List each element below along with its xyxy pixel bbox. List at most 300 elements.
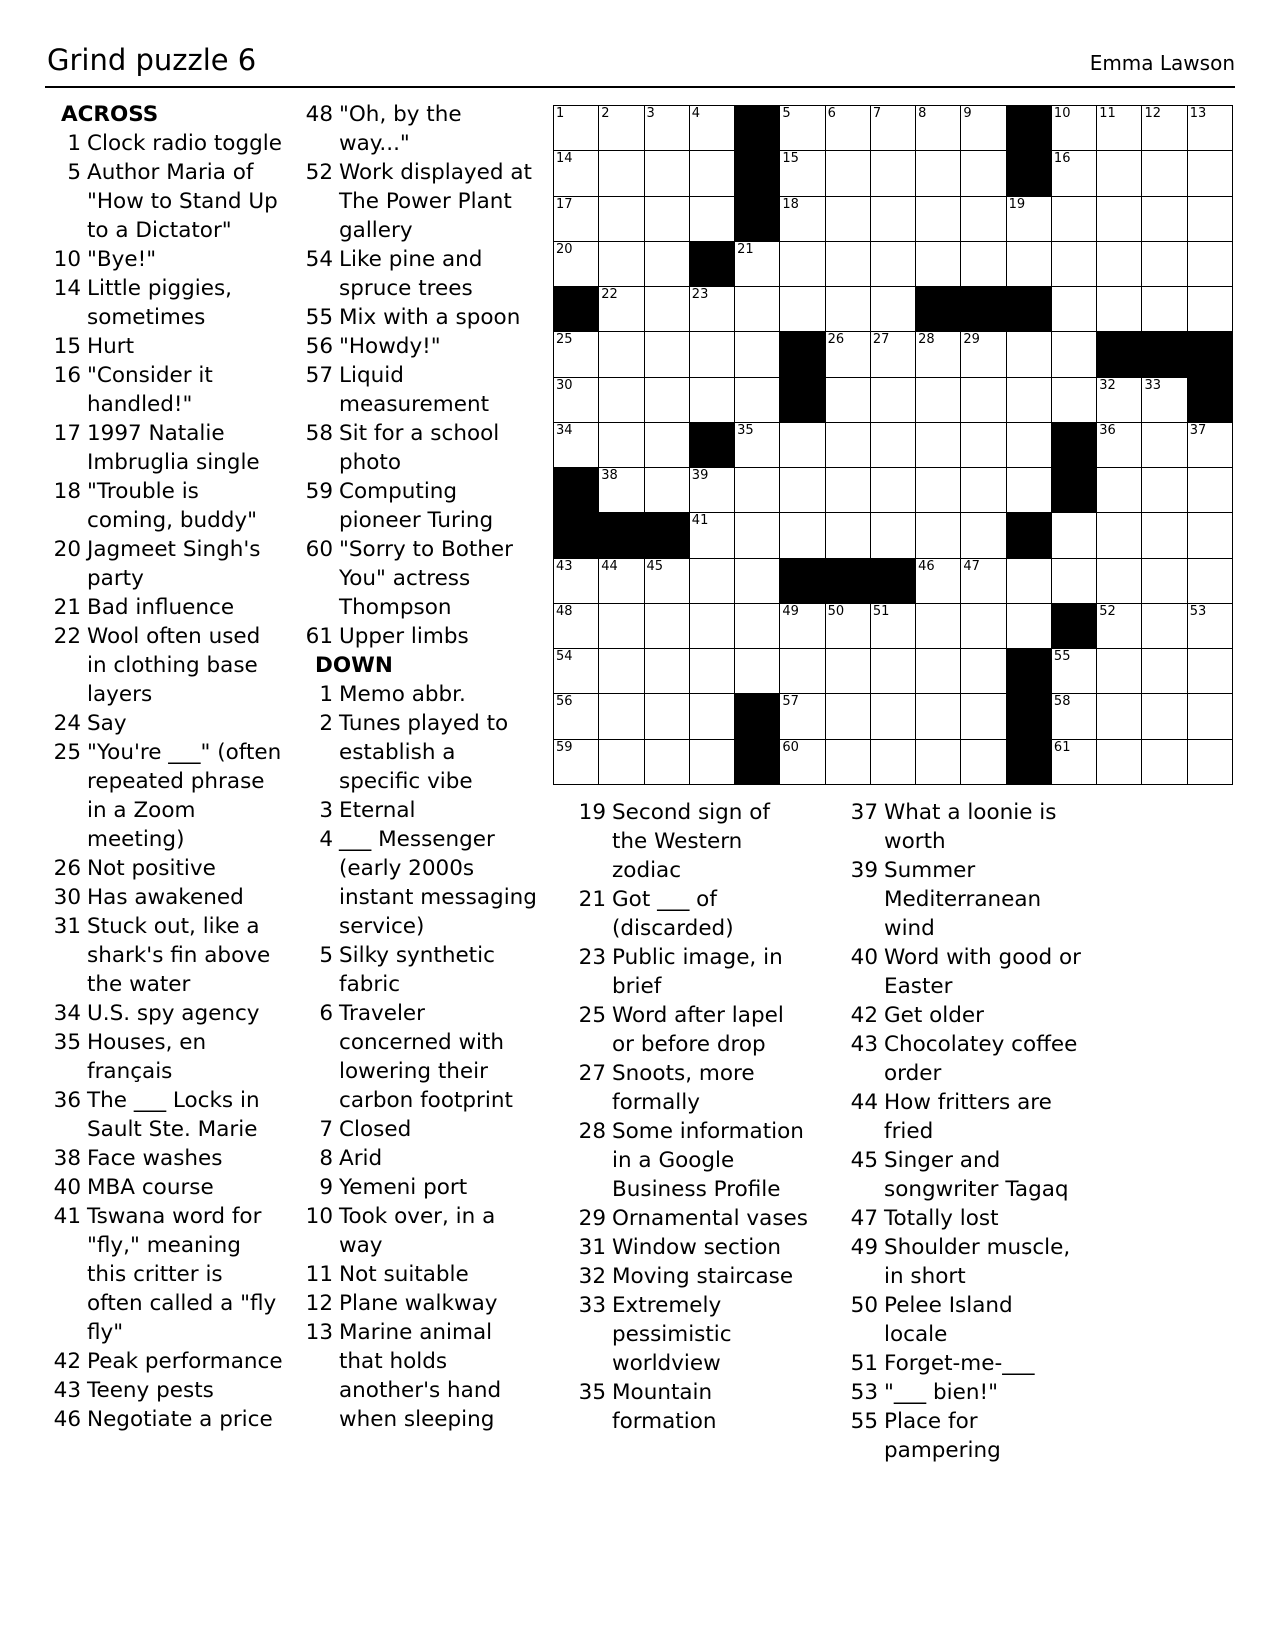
grid-cell[interactable]: [1188, 740, 1233, 785]
grid-cell[interactable]: [1007, 378, 1052, 423]
clue-number: 9: [319, 1175, 333, 1200]
grid-cell[interactable]: [1188, 468, 1233, 513]
grid-cell[interactable]: [826, 287, 871, 332]
down-clue[interactable]: [305, 1202, 537, 1260]
across-clue[interactable]: [53, 622, 285, 709]
down-clue[interactable]: [578, 1117, 810, 1204]
grid-cell[interactable]: [916, 694, 961, 739]
grid-cell[interactable]: [599, 287, 644, 332]
grid-cell[interactable]: [599, 649, 644, 694]
across-clue[interactable]: [305, 419, 537, 477]
down-clue[interactable]: [850, 1088, 1082, 1146]
grid-cell[interactable]: [1142, 694, 1187, 739]
clue-number: 16: [53, 363, 81, 388]
down-clue[interactable]: [305, 825, 537, 941]
grid-cell[interactable]: [690, 694, 735, 739]
grid-cell[interactable]: [916, 151, 961, 196]
grid-cell[interactable]: [554, 242, 599, 287]
cell-number: 20: [556, 241, 573, 257]
across-clue[interactable]: [53, 129, 285, 158]
across-clue[interactable]: [53, 477, 285, 535]
grid-cell[interactable]: [1052, 242, 1097, 287]
across-clue[interactable]: [53, 1173, 285, 1202]
clue-number: 18: [53, 479, 81, 504]
grid-cell[interactable]: [826, 378, 871, 423]
across-clue[interactable]: [53, 274, 285, 332]
grid-cell[interactable]: [1007, 332, 1052, 377]
cell-number: 9: [963, 106, 972, 121]
grid-cell[interactable]: [599, 242, 644, 287]
cell-number: 4: [691, 106, 701, 121]
grid-cell[interactable]: [871, 332, 916, 377]
clue-number: 21: [53, 595, 81, 620]
clue-text: Jagmeet Singh's party: [87, 537, 261, 591]
grid-cell[interactable]: [1052, 151, 1097, 196]
grid-cell[interactable]: [916, 468, 961, 513]
across-clue[interactable]: [53, 158, 285, 245]
grid-cell[interactable]: [1188, 423, 1233, 468]
down-clue[interactable]: [850, 798, 1082, 856]
down-clue[interactable]: [305, 1115, 537, 1144]
grid-cell[interactable]: [961, 694, 1006, 739]
grid-cell[interactable]: [599, 468, 644, 513]
grid-cell[interactable]: [645, 694, 690, 739]
across-clue[interactable]: [53, 1086, 285, 1144]
grid-cell[interactable]: [826, 423, 871, 468]
down-clue[interactable]: [850, 943, 1082, 1001]
grid-cell[interactable]: [1097, 468, 1142, 513]
grid-cell[interactable]: [1142, 559, 1187, 604]
grid-cell[interactable]: [1007, 468, 1052, 513]
across-clue[interactable]: [53, 593, 285, 622]
grid-cell[interactable]: [1142, 468, 1187, 513]
grid-cell[interactable]: [826, 604, 871, 649]
grid-cell[interactable]: [554, 559, 599, 604]
grid-cell[interactable]: [871, 378, 916, 423]
grid-cell[interactable]: [1188, 604, 1233, 649]
grid-cell[interactable]: [916, 649, 961, 694]
grid-cell[interactable]: [1097, 559, 1142, 604]
grid-cell[interactable]: [690, 604, 735, 649]
clue-number: 37: [850, 800, 878, 825]
grid-cell[interactable]: [1097, 694, 1142, 739]
grid-cell[interactable]: [961, 423, 1006, 468]
grid-cell[interactable]: [645, 242, 690, 287]
grid-cell[interactable]: [780, 649, 825, 694]
grid-cell[interactable]: [735, 513, 780, 558]
grid-cell[interactable]: [961, 378, 1006, 423]
down-clue[interactable]: [578, 885, 810, 943]
grid-cell[interactable]: [916, 423, 961, 468]
across-clue[interactable]: [53, 1144, 285, 1173]
grid-cell[interactable]: [961, 106, 1006, 151]
grid-cell[interactable]: [826, 242, 871, 287]
grid-cell[interactable]: [871, 649, 916, 694]
grid-cell[interactable]: [735, 423, 780, 468]
grid-cell[interactable]: [1188, 513, 1233, 558]
grid-cell[interactable]: [690, 559, 735, 604]
grid-cell[interactable]: [690, 649, 735, 694]
down-clue[interactable]: [305, 941, 537, 999]
grid-cell[interactable]: [1097, 242, 1142, 287]
grid-cell[interactable]: [554, 604, 599, 649]
grid-cell[interactable]: [554, 151, 599, 196]
grid-cell[interactable]: [1188, 287, 1233, 332]
grid-cell[interactable]: [871, 740, 916, 785]
grid-cell[interactable]: [1097, 197, 1142, 242]
grid-cell[interactable]: [961, 197, 1006, 242]
across-clue[interactable]: [305, 303, 537, 332]
clue-number: 56: [305, 334, 333, 359]
grid-cell[interactable]: [599, 604, 644, 649]
grid-block: [554, 468, 599, 513]
grid-block: [690, 423, 735, 468]
grid-cell[interactable]: [1097, 513, 1142, 558]
down-clue[interactable]: [578, 943, 810, 1001]
down-clue[interactable]: [305, 1318, 537, 1434]
across-clue[interactable]: [53, 854, 285, 883]
grid-cell[interactable]: [735, 604, 780, 649]
grid-cell[interactable]: [1097, 378, 1142, 423]
across-clue[interactable]: [305, 361, 537, 419]
down-clue[interactable]: [578, 1001, 810, 1059]
grid-cell[interactable]: [780, 694, 825, 739]
down-clue[interactable]: [850, 1291, 1082, 1349]
grid-cell[interactable]: [871, 287, 916, 332]
clue-column-2: [305, 100, 537, 1434]
grid-cell[interactable]: [645, 151, 690, 196]
across-clue[interactable]: [305, 535, 537, 622]
grid-cell[interactable]: [961, 649, 1006, 694]
grid-cell[interactable]: [599, 106, 644, 151]
grid-cell[interactable]: [1188, 694, 1233, 739]
down-clue[interactable]: [850, 1407, 1082, 1465]
across-clue[interactable]: [305, 477, 537, 535]
clue-number: 35: [578, 1380, 606, 1405]
clue-text: "Trouble is coming, buddy": [87, 479, 258, 533]
grid-cell[interactable]: [554, 649, 599, 694]
grid-cell[interactable]: [1142, 242, 1187, 287]
grid-cell[interactable]: [599, 378, 644, 423]
grid-cell[interactable]: [1188, 106, 1233, 151]
grid-cell[interactable]: [554, 332, 599, 377]
clue-text: Say: [87, 711, 127, 736]
grid-cell[interactable]: [1052, 649, 1097, 694]
grid-cell[interactable]: [1097, 287, 1142, 332]
cell-number: 59: [556, 739, 573, 755]
grid-cell[interactable]: [554, 378, 599, 423]
grid-cell[interactable]: [780, 151, 825, 196]
grid-cell[interactable]: [599, 423, 644, 468]
across-clue[interactable]: [53, 1347, 285, 1376]
down-clue[interactable]: [850, 1349, 1082, 1378]
grid-cell[interactable]: [916, 604, 961, 649]
grid-cell[interactable]: [961, 604, 1006, 649]
down-clue[interactable]: [850, 1233, 1082, 1291]
grid-cell[interactable]: [871, 468, 916, 513]
across-clue[interactable]: [53, 1376, 285, 1405]
grid-block: [1007, 287, 1052, 332]
grid-cell[interactable]: [826, 468, 871, 513]
grid-cell[interactable]: [645, 649, 690, 694]
grid-cell[interactable]: [826, 740, 871, 785]
grid-cell[interactable]: [735, 287, 780, 332]
grid-cell[interactable]: [1097, 423, 1142, 468]
grid-cell[interactable]: [1097, 106, 1142, 151]
grid-cell[interactable]: [871, 513, 916, 558]
grid-cell[interactable]: [645, 197, 690, 242]
across-clue[interactable]: [53, 332, 285, 361]
across-clue[interactable]: [53, 419, 285, 477]
grid-cell[interactable]: [961, 468, 1006, 513]
cell-number: 48: [556, 603, 573, 619]
grid-cell[interactable]: [1052, 740, 1097, 785]
grid-cell[interactable]: [871, 694, 916, 739]
grid-cell[interactable]: [554, 197, 599, 242]
clue-text: Negotiate a price: [87, 1407, 273, 1432]
grid-cell[interactable]: [599, 151, 644, 196]
grid-cell[interactable]: [916, 740, 961, 785]
clue-text: 1997 Natalie Imbruglia single: [87, 421, 260, 475]
grid-cell[interactable]: [1188, 197, 1233, 242]
grid-cell[interactable]: [1097, 604, 1142, 649]
grid-cell[interactable]: [690, 378, 735, 423]
grid-cell[interactable]: [1142, 604, 1187, 649]
grid-cell[interactable]: [1142, 423, 1187, 468]
grid-cell[interactable]: [645, 332, 690, 377]
grid-cell[interactable]: [871, 197, 916, 242]
down-clue[interactable]: [305, 999, 537, 1115]
grid-cell[interactable]: [599, 332, 644, 377]
grid-cell[interactable]: [826, 513, 871, 558]
grid-cell[interactable]: [961, 559, 1006, 604]
grid-cell[interactable]: [1097, 151, 1142, 196]
grid-cell[interactable]: [1142, 513, 1187, 558]
grid-cell[interactable]: [916, 242, 961, 287]
down-clue[interactable]: [578, 1262, 810, 1291]
grid-cell[interactable]: [735, 242, 780, 287]
grid-cell[interactable]: [599, 559, 644, 604]
across-clue[interactable]: [305, 622, 537, 651]
clue-text: Little piggies, sometimes: [87, 276, 232, 330]
grid-cell[interactable]: [645, 287, 690, 332]
down-clue[interactable]: [305, 1173, 537, 1202]
grid-cell[interactable]: [645, 423, 690, 468]
grid-cell[interactable]: [645, 740, 690, 785]
grid-cell[interactable]: [916, 106, 961, 151]
down-clue[interactable]: [578, 1291, 810, 1378]
clue-text: Has awakened: [87, 885, 244, 910]
across-clue[interactable]: [53, 912, 285, 999]
grid-cell[interactable]: [554, 740, 599, 785]
down-clue[interactable]: [305, 796, 537, 825]
grid-cell[interactable]: [645, 106, 690, 151]
grid-cell[interactable]: [780, 740, 825, 785]
grid-cell[interactable]: [871, 106, 916, 151]
grid-cell[interactable]: [826, 694, 871, 739]
grid-cell[interactable]: [690, 106, 735, 151]
grid-cell[interactable]: [690, 197, 735, 242]
grid-cell[interactable]: [826, 151, 871, 196]
clue-text: "Howdy!": [339, 334, 441, 359]
across-clue[interactable]: [305, 245, 537, 303]
grid-cell[interactable]: [1052, 106, 1097, 151]
down-clue[interactable]: [578, 1059, 810, 1117]
grid-cell[interactable]: [1007, 604, 1052, 649]
grid-cell[interactable]: [871, 242, 916, 287]
grid-cell[interactable]: [1052, 559, 1097, 604]
grid-cell[interactable]: [599, 694, 644, 739]
clue-text: Snoots, more formally: [612, 1061, 755, 1115]
clue-number: 54: [305, 247, 333, 272]
grid-cell[interactable]: [1188, 559, 1233, 604]
grid-block: [871, 559, 916, 604]
grid-cell[interactable]: [961, 151, 1006, 196]
down-clue[interactable]: [305, 709, 537, 796]
grid-cell[interactable]: [690, 468, 735, 513]
across-clue[interactable]: [53, 738, 285, 854]
clue-number: 57: [305, 363, 333, 388]
grid-cell[interactable]: [826, 106, 871, 151]
grid-cell[interactable]: [780, 106, 825, 151]
grid-cell[interactable]: [554, 694, 599, 739]
grid-cell[interactable]: [826, 332, 871, 377]
grid-cell[interactable]: [826, 197, 871, 242]
grid-cell[interactable]: [916, 378, 961, 423]
grid-cell[interactable]: [735, 332, 780, 377]
down-clue[interactable]: [850, 1378, 1082, 1407]
grid-cell[interactable]: [916, 513, 961, 558]
grid-cell[interactable]: [1052, 694, 1097, 739]
clue-number: 28: [578, 1119, 606, 1144]
grid-cell[interactable]: [961, 242, 1006, 287]
grid-cell[interactable]: [1188, 242, 1233, 287]
grid-cell[interactable]: [599, 740, 644, 785]
grid-cell[interactable]: [780, 287, 825, 332]
across-clue[interactable]: [53, 245, 285, 274]
grid-cell[interactable]: [1142, 649, 1187, 694]
grid-cell[interactable]: [690, 287, 735, 332]
grid-cell[interactable]: [1007, 423, 1052, 468]
grid-cell[interactable]: [645, 468, 690, 513]
grid-cell[interactable]: [916, 197, 961, 242]
across-clue[interactable]: [53, 361, 285, 419]
clue-number: 49: [850, 1235, 878, 1260]
grid-cell[interactable]: [780, 197, 825, 242]
grid-cell[interactable]: [690, 740, 735, 785]
clue-text: MBA course: [87, 1175, 214, 1200]
across-clue[interactable]: [53, 1405, 285, 1434]
grid-cell[interactable]: [690, 151, 735, 196]
grid-cell[interactable]: [916, 332, 961, 377]
clue-number: 38: [53, 1146, 81, 1171]
grid-cell[interactable]: [554, 106, 599, 151]
down-clue[interactable]: [305, 680, 537, 709]
grid-cell[interactable]: [690, 513, 735, 558]
across-clue[interactable]: [305, 158, 537, 245]
grid-cell[interactable]: [1142, 151, 1187, 196]
grid-cell[interactable]: [780, 242, 825, 287]
grid-cell[interactable]: [645, 559, 690, 604]
grid-cell[interactable]: [1052, 197, 1097, 242]
grid-cell[interactable]: [1188, 151, 1233, 196]
down-clue[interactable]: [578, 1233, 810, 1262]
grid-cell[interactable]: [1142, 106, 1187, 151]
grid-cell[interactable]: [645, 604, 690, 649]
grid-block: [1007, 740, 1052, 785]
cell-number: 24: [1008, 287, 1026, 303]
across-clue[interactable]: [305, 100, 537, 158]
grid-cell[interactable]: [1097, 740, 1142, 785]
grid-cell[interactable]: [735, 559, 780, 604]
grid-cell[interactable]: [599, 197, 644, 242]
grid-cell[interactable]: [826, 649, 871, 694]
cell-number: 50: [827, 603, 845, 619]
grid-cell[interactable]: [1007, 559, 1052, 604]
grid-cell[interactable]: [1052, 378, 1097, 423]
down-clue[interactable]: [305, 1144, 537, 1173]
grid-cell[interactable]: [735, 649, 780, 694]
across-clue[interactable]: [53, 1202, 285, 1347]
grid-cell[interactable]: [735, 378, 780, 423]
grid-cell[interactable]: [690, 332, 735, 377]
grid-cell[interactable]: [1142, 287, 1187, 332]
cell-number: 44: [601, 558, 618, 574]
across-clue[interactable]: [305, 332, 537, 361]
grid-cell[interactable]: [780, 423, 825, 468]
grid-cell[interactable]: [1097, 649, 1142, 694]
grid-cell[interactable]: [1142, 740, 1187, 785]
grid-cell[interactable]: [961, 740, 1006, 785]
down-clue[interactable]: [850, 1204, 1082, 1233]
across-clue[interactable]: [53, 883, 285, 912]
grid-cell[interactable]: [1007, 242, 1052, 287]
down-clue[interactable]: [578, 1378, 810, 1436]
down-clue[interactable]: [578, 798, 810, 885]
grid-cell[interactable]: [554, 423, 599, 468]
grid-cell[interactable]: [645, 378, 690, 423]
across-clue[interactable]: [53, 709, 285, 738]
across-clue[interactable]: [53, 999, 285, 1028]
grid-cell[interactable]: [780, 468, 825, 513]
grid-cell[interactable]: [961, 332, 1006, 377]
down-clue[interactable]: [305, 1260, 537, 1289]
down-clue[interactable]: [850, 856, 1082, 943]
grid-cell[interactable]: [1142, 197, 1187, 242]
grid-cell[interactable]: [1052, 513, 1097, 558]
grid-cell[interactable]: [1007, 197, 1052, 242]
down-clue[interactable]: [850, 1146, 1082, 1204]
down-clue[interactable]: [850, 1001, 1082, 1030]
grid-cell[interactable]: [871, 604, 916, 649]
across-clue[interactable]: [53, 1028, 285, 1086]
grid-cell[interactable]: [1188, 649, 1233, 694]
grid-cell[interactable]: [871, 151, 916, 196]
grid-cell[interactable]: [1142, 378, 1187, 423]
across-clue[interactable]: [53, 535, 285, 593]
grid-cell[interactable]: [871, 423, 916, 468]
grid-cell[interactable]: [916, 559, 961, 604]
grid-cell[interactable]: [1052, 287, 1097, 332]
down-clue[interactable]: [578, 1204, 810, 1233]
grid-cell[interactable]: [735, 468, 780, 513]
grid-cell[interactable]: [961, 513, 1006, 558]
grid-cell[interactable]: [780, 604, 825, 649]
grid-cell[interactable]: [780, 513, 825, 558]
grid-cell[interactable]: [1052, 332, 1097, 377]
down-clue[interactable]: [850, 1030, 1082, 1088]
down-clue[interactable]: [305, 1289, 537, 1318]
